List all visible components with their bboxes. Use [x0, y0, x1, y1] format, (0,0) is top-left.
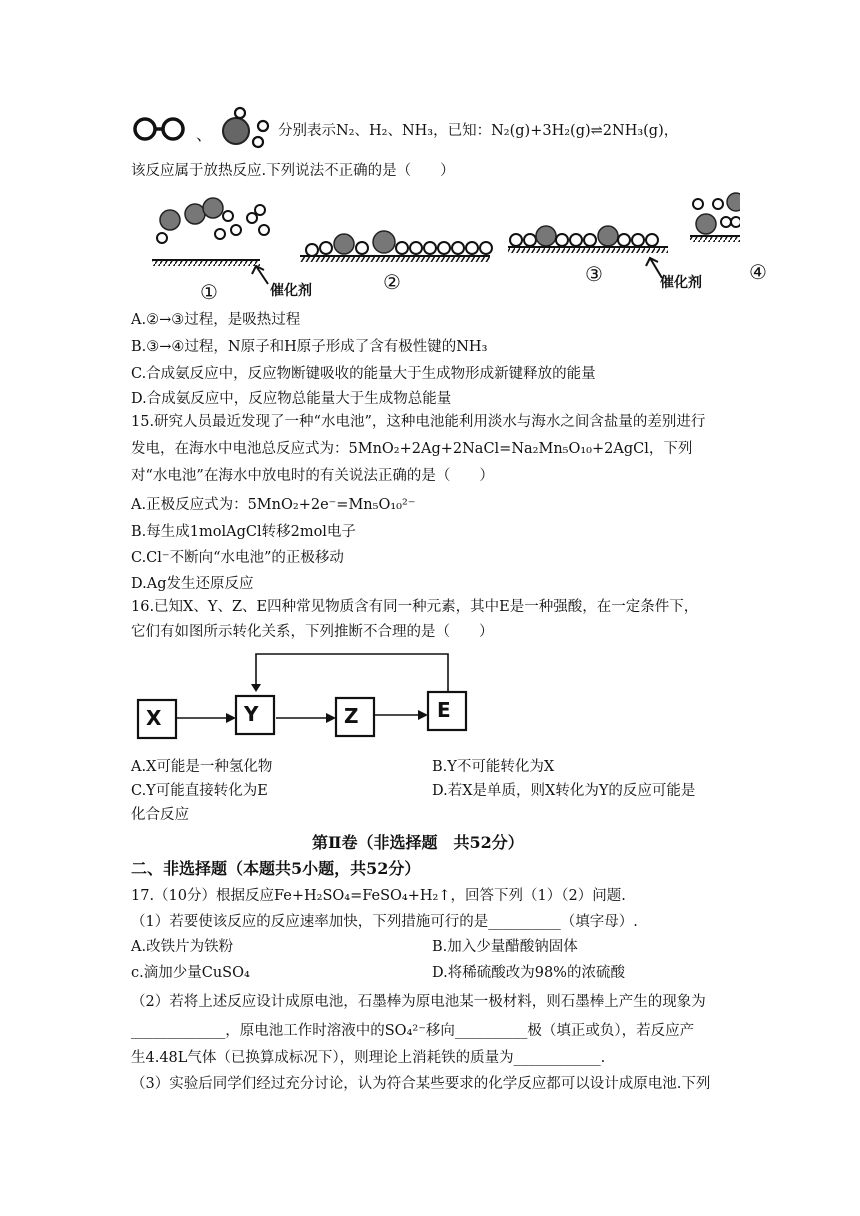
q15-stem-2: 发电，在海水中电池总反应式为：5MnO₂+2Ag+2NaCl=Na₂Mn₅O₁₀+2AgCl，下列	[131, 441, 693, 457]
q15-stem-1: 15.研究人员最近发现了一种“水电池”，这种电池能利用淡水与海水之间含盐量的差别进行	[131, 414, 706, 430]
q15-option-d: D.Ag发生还原反应	[131, 576, 254, 592]
catalyst-label-left: 催化剂	[270, 283, 312, 299]
q17-option-c: c.滴加少量CuSO₄	[131, 965, 250, 981]
panel-1	[152, 198, 269, 266]
figure-label-1: ①	[200, 280, 218, 304]
q17-option-d: D.将稀硫酸改为98%的浓硫酸	[432, 965, 625, 981]
q16-stem-1: 16.已知X、Y、Z、E四种常见物质含有同一种元素，其中E是一种强酸，在一定条件下，	[131, 599, 699, 615]
diagram-box-x: X	[146, 706, 162, 730]
panel-2	[300, 231, 492, 262]
section-2-title: 第Ⅱ卷（非选择题 共52分）	[312, 833, 524, 852]
q17-part-2-line-2: _____________，原电池工作时溶液中的SO₄²⁻移向__________极（填正或负），若反应产	[131, 1023, 695, 1039]
q15-option-c: C.Cl⁻不断向“水电池”的正极移动	[131, 550, 344, 566]
catalyst-reaction-figure	[140, 192, 740, 302]
q16-option-d-continued: 化合反应	[131, 807, 189, 823]
intro-line-1: 分别表示N₂、H₂、NH₃，已知：N₂(g)+3H₂(g)⇌2NH₃(g)，	[278, 123, 679, 139]
q14-option-b: B.③→④过程，N原子和H原子形成了含有极性键的NH₃	[131, 339, 488, 355]
figure-label-2: ②	[383, 270, 401, 294]
q15-stem-3: 对“水电池”在海水中放电时的有关说法正确的是（ ）	[131, 468, 494, 484]
figure-label-4: ④	[749, 260, 767, 284]
q14-option-a: A.②→③过程，是吸热过程	[131, 312, 301, 328]
q16-option-d: D.若X是单质，则X转化为Y的反应可能是	[432, 783, 696, 799]
q17-part-2-line-1: （2）若将上述反应设计成原电池，石墨棒为原电池某一极材料，则石墨棒上产生的现象为	[131, 994, 706, 1010]
diagram-box-y: Y	[244, 702, 259, 726]
catalyst-label-right: 催化剂	[660, 275, 702, 291]
q16-stem-2: 它们有如图所示转化关系，下列推断不合理的是（ ）	[131, 624, 494, 640]
panel-4	[690, 193, 740, 242]
q17-part-2-line-3: 生4.48L气体（已换算成标况下），则理论上消耗铁的质量为____________.	[131, 1050, 606, 1066]
nh3-molecule-icon	[214, 106, 274, 150]
q16-option-a: A.X可能是一种氢化物	[131, 759, 273, 775]
q17-part-3: （3）实验后同学们经过充分讨论，认为符合某些要求的化学反应都可以设计成原电池.下列	[131, 1076, 711, 1092]
q15-option-b: B.每生成1molAgCl转移2mol电子	[131, 524, 356, 540]
diagram-box-e: E	[437, 698, 451, 722]
intro-line-2: 该反应属于放热反应.下列说法不正确的是（ ）	[131, 163, 455, 179]
q14-option-c: C.合成氨反应中，反应物断键吸收的能量大于生成物形成新键释放的能量	[131, 366, 596, 382]
conversion-diagram	[130, 648, 490, 748]
n2-molecule-icon	[130, 114, 192, 144]
q16-option-b: B.Y不可能转化为X	[432, 759, 555, 775]
q17-option-a: A.改铁片为铁粉	[131, 939, 234, 955]
q17-stem: 17.（10分）根据反应Fe+H₂SO₄=FeSO₄+H₂↑，回答下列（1）（2）问题.	[131, 888, 626, 904]
q15-option-a: A.正极反应式为：5MnO₂+2e⁻=Mn₅O₁₀²⁻	[131, 497, 416, 513]
separator-mark: 、	[196, 125, 213, 144]
diagram-box-z: Z	[344, 704, 359, 728]
section-2-subtitle: 二、非选择题（本题共5小题，共52分）	[131, 859, 421, 878]
q16-option-c: C.Y可能直接转化为E	[131, 783, 268, 799]
q17-option-b: B.加入少量醋酸钠固体	[432, 939, 578, 955]
panel-3	[508, 226, 668, 253]
figure-label-3: ③	[585, 262, 603, 286]
q14-option-d: D.合成氨反应中，反应物总能量大于生成物总能量	[131, 391, 452, 407]
q17-part-1: （1）若要使该反应的反应速率加快，下列措施可行的是__________（填字母）.	[131, 914, 638, 930]
